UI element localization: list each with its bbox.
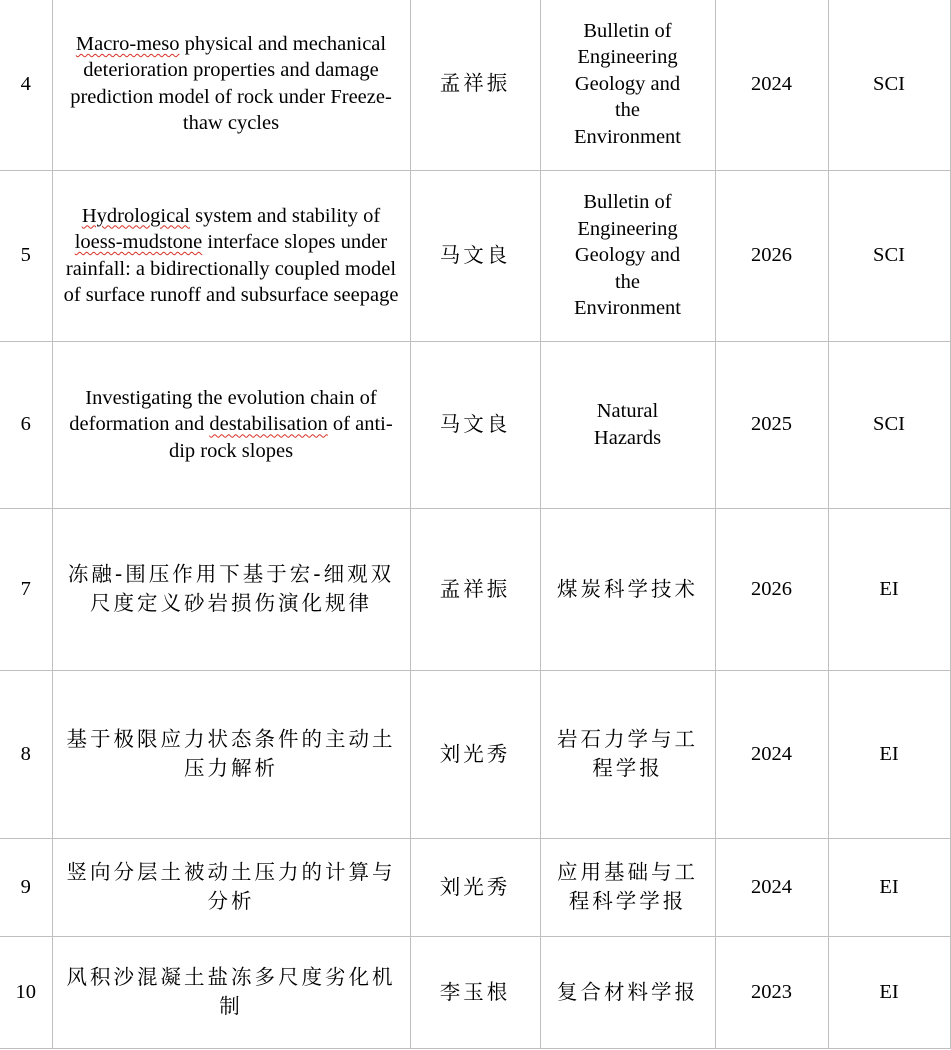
row-number: 10 xyxy=(0,936,52,1048)
publication-year: 2023 xyxy=(715,936,828,1048)
author-name: 马文良 xyxy=(410,170,540,341)
row-number: 6 xyxy=(0,341,52,508)
author-name: 李玉根 xyxy=(410,936,540,1048)
index-type: SCI xyxy=(828,341,950,508)
journal-name: 复合材料学报 xyxy=(540,936,715,1048)
paper-title: Hydrological system and stability of loess-mudstone interface slopes under rainfall: a bidirectionally coupled model of surface runoff and subsurface seepage xyxy=(52,170,410,341)
author-name: 刘光秀 xyxy=(410,670,540,838)
author-name: 刘光秀 xyxy=(410,838,540,936)
spellcheck-word: Macro-meso xyxy=(75,32,180,55)
table-row xyxy=(0,341,950,508)
row-number: 9 xyxy=(0,838,52,936)
publication-year: 2024 xyxy=(715,838,828,936)
table-row xyxy=(0,170,950,341)
spellcheck-word: destabilisation xyxy=(209,413,328,436)
journal-name: Bulletin of Engineering Geology and the Environment xyxy=(540,170,715,341)
table-row xyxy=(0,936,950,1048)
paper-title: 冻融-围压作用下基于宏-细观双尺度定义砂岩损伤演化规律 xyxy=(52,508,410,670)
journal-name: Bulletin of Engineering Geology and the Environment xyxy=(540,0,715,170)
table-row xyxy=(0,508,950,670)
publication-year: 2024 xyxy=(715,0,828,170)
table-row xyxy=(0,838,950,936)
journal-name: 岩石力学与工程学报 xyxy=(540,670,715,838)
author-name: 孟祥振 xyxy=(410,508,540,670)
paper-title: 风积沙混凝土盐冻多尺度劣化机制 xyxy=(52,936,410,1048)
index-type: EI xyxy=(828,670,950,838)
author-name: 孟祥振 xyxy=(410,0,540,170)
paper-title: Macro-meso physical and mechanical deterioration properties and damage prediction model of rock under Freeze-thaw cycles xyxy=(52,0,410,170)
row-number: 8 xyxy=(0,670,52,838)
row-number: 4 xyxy=(0,0,52,170)
publication-year: 2025 xyxy=(715,341,828,508)
journal-name: Natural Hazards xyxy=(540,341,715,508)
journal-name: 应用基础与工程科学学报 xyxy=(540,838,715,936)
table-row xyxy=(0,670,950,838)
publication-year: 2026 xyxy=(715,508,828,670)
paper-title: Investigating the evolution chain of deformation and destabilisation of anti-dip rock slopes xyxy=(52,341,410,508)
table-row xyxy=(0,0,950,170)
index-type: EI xyxy=(828,838,950,936)
spellcheck-word: Hydrological xyxy=(81,204,190,227)
spellcheck-word: loess-mudstone xyxy=(74,231,203,253)
index-type: SCI xyxy=(828,170,950,341)
paper-title: 竖向分层土被动土压力的计算与分析 xyxy=(52,838,410,936)
index-type: EI xyxy=(828,508,950,670)
journal-name: 煤炭科学技术 xyxy=(540,508,715,670)
author-name: 马文良 xyxy=(410,341,540,508)
row-number: 7 xyxy=(0,508,52,670)
paper-title: 基于极限应力状态条件的主动土压力解析 xyxy=(52,670,410,838)
index-type: SCI xyxy=(828,0,950,170)
row-number: 5 xyxy=(0,170,52,341)
publication-year: 2024 xyxy=(715,670,828,838)
publication-year: 2026 xyxy=(715,170,828,341)
index-type: EI xyxy=(828,936,950,1048)
